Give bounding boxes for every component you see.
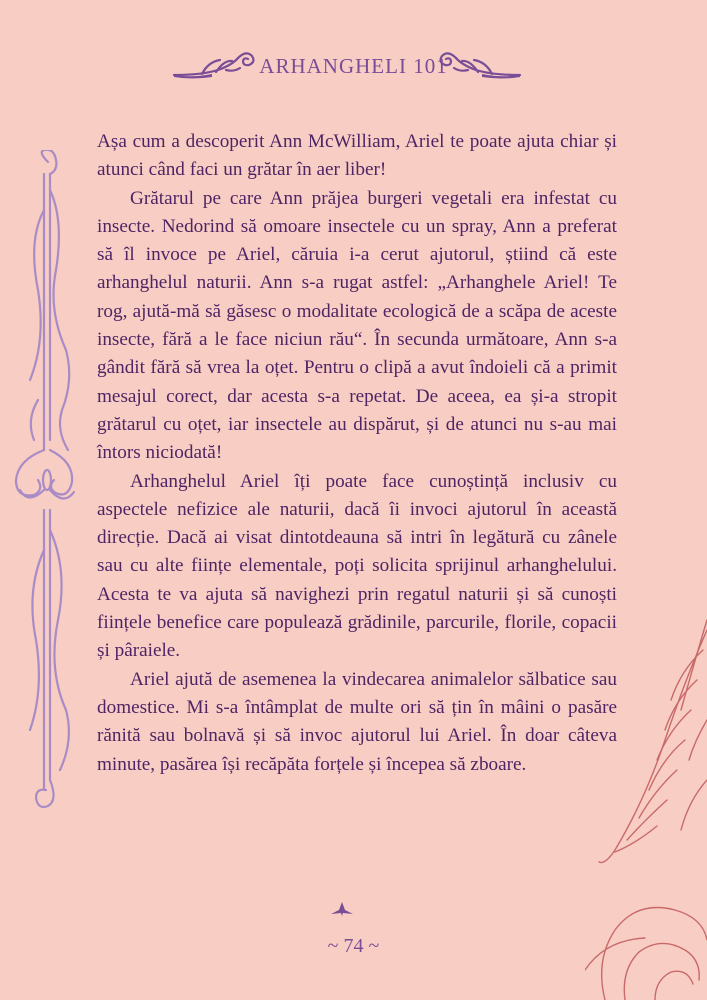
scroll-ornament-right-icon xyxy=(438,48,522,82)
fleuron-icon xyxy=(331,902,353,916)
running-header xyxy=(0,46,707,86)
body-text xyxy=(97,128,617,779)
paragraph: Arhanghelul Ariel îți poate face cunoștință inclusiv cu aspectele nefizice ale naturii, dacă îi invoci ajutorul în această direcție. Dacă ai visat dintotdeauna să intri în legătură cu zânele sau cu alte ființe elementale, poți solicita sprijinul arhanghelului. Acesta te va ajuta să navighezi prin regatul naturii și să cunoști ființele benefice care populează grădinile, parcurile, florile, copacii și pâraiele. xyxy=(97,470,617,662)
paragraph: Grătarul pe care Ann prăjea burgeri vegetali era infestat cu insecte. Nedorind să omoare insectele cu un spray, Ann a preferat să îl invoce pe Ariel, căruia i-a cerut ajutorul, știind că este arhanghelul naturii. Ann s-a rugat astfel: „Arhanghele Ariel! Te rog, ajută-mă să găsesc o modalitate ecologică de a scăpa de aceste insecte, fără a le face niciun rău“. În secunda următoare, Ann s-a gândit fără să vrea la oțet. Pentru o clipă a avut îndoieli că a primit mesajul corect, dar acesta s-a repetat. De aceea, ea și-a stropit grătarul cu oțet, iar insectele au dispărut, și de atunci nu s-au mai întors niciodată! xyxy=(97,187,617,464)
header-title: ARHANGHELI 101 xyxy=(259,54,448,78)
paragraph: Așa cum a descoperit Ann McWilliam, Ariel te poate ajuta chiar și atunci când faci un grătar în aer liber! xyxy=(97,131,617,181)
page-number: ~ 74 ~ xyxy=(327,935,380,957)
paragraph: Ariel ajută de asemenea la vindecarea animalelor sălbatice sau domestice. Mi s-a întâmplat de multe ori să țin în mâini o pasăre rănită sau bolnavă și să invoc ajutorul lui Ariel. În doar câteva minute, pasărea își recăpăta forțele și începea să zboare. xyxy=(97,668,617,775)
side-frame-ornament xyxy=(8,150,80,810)
